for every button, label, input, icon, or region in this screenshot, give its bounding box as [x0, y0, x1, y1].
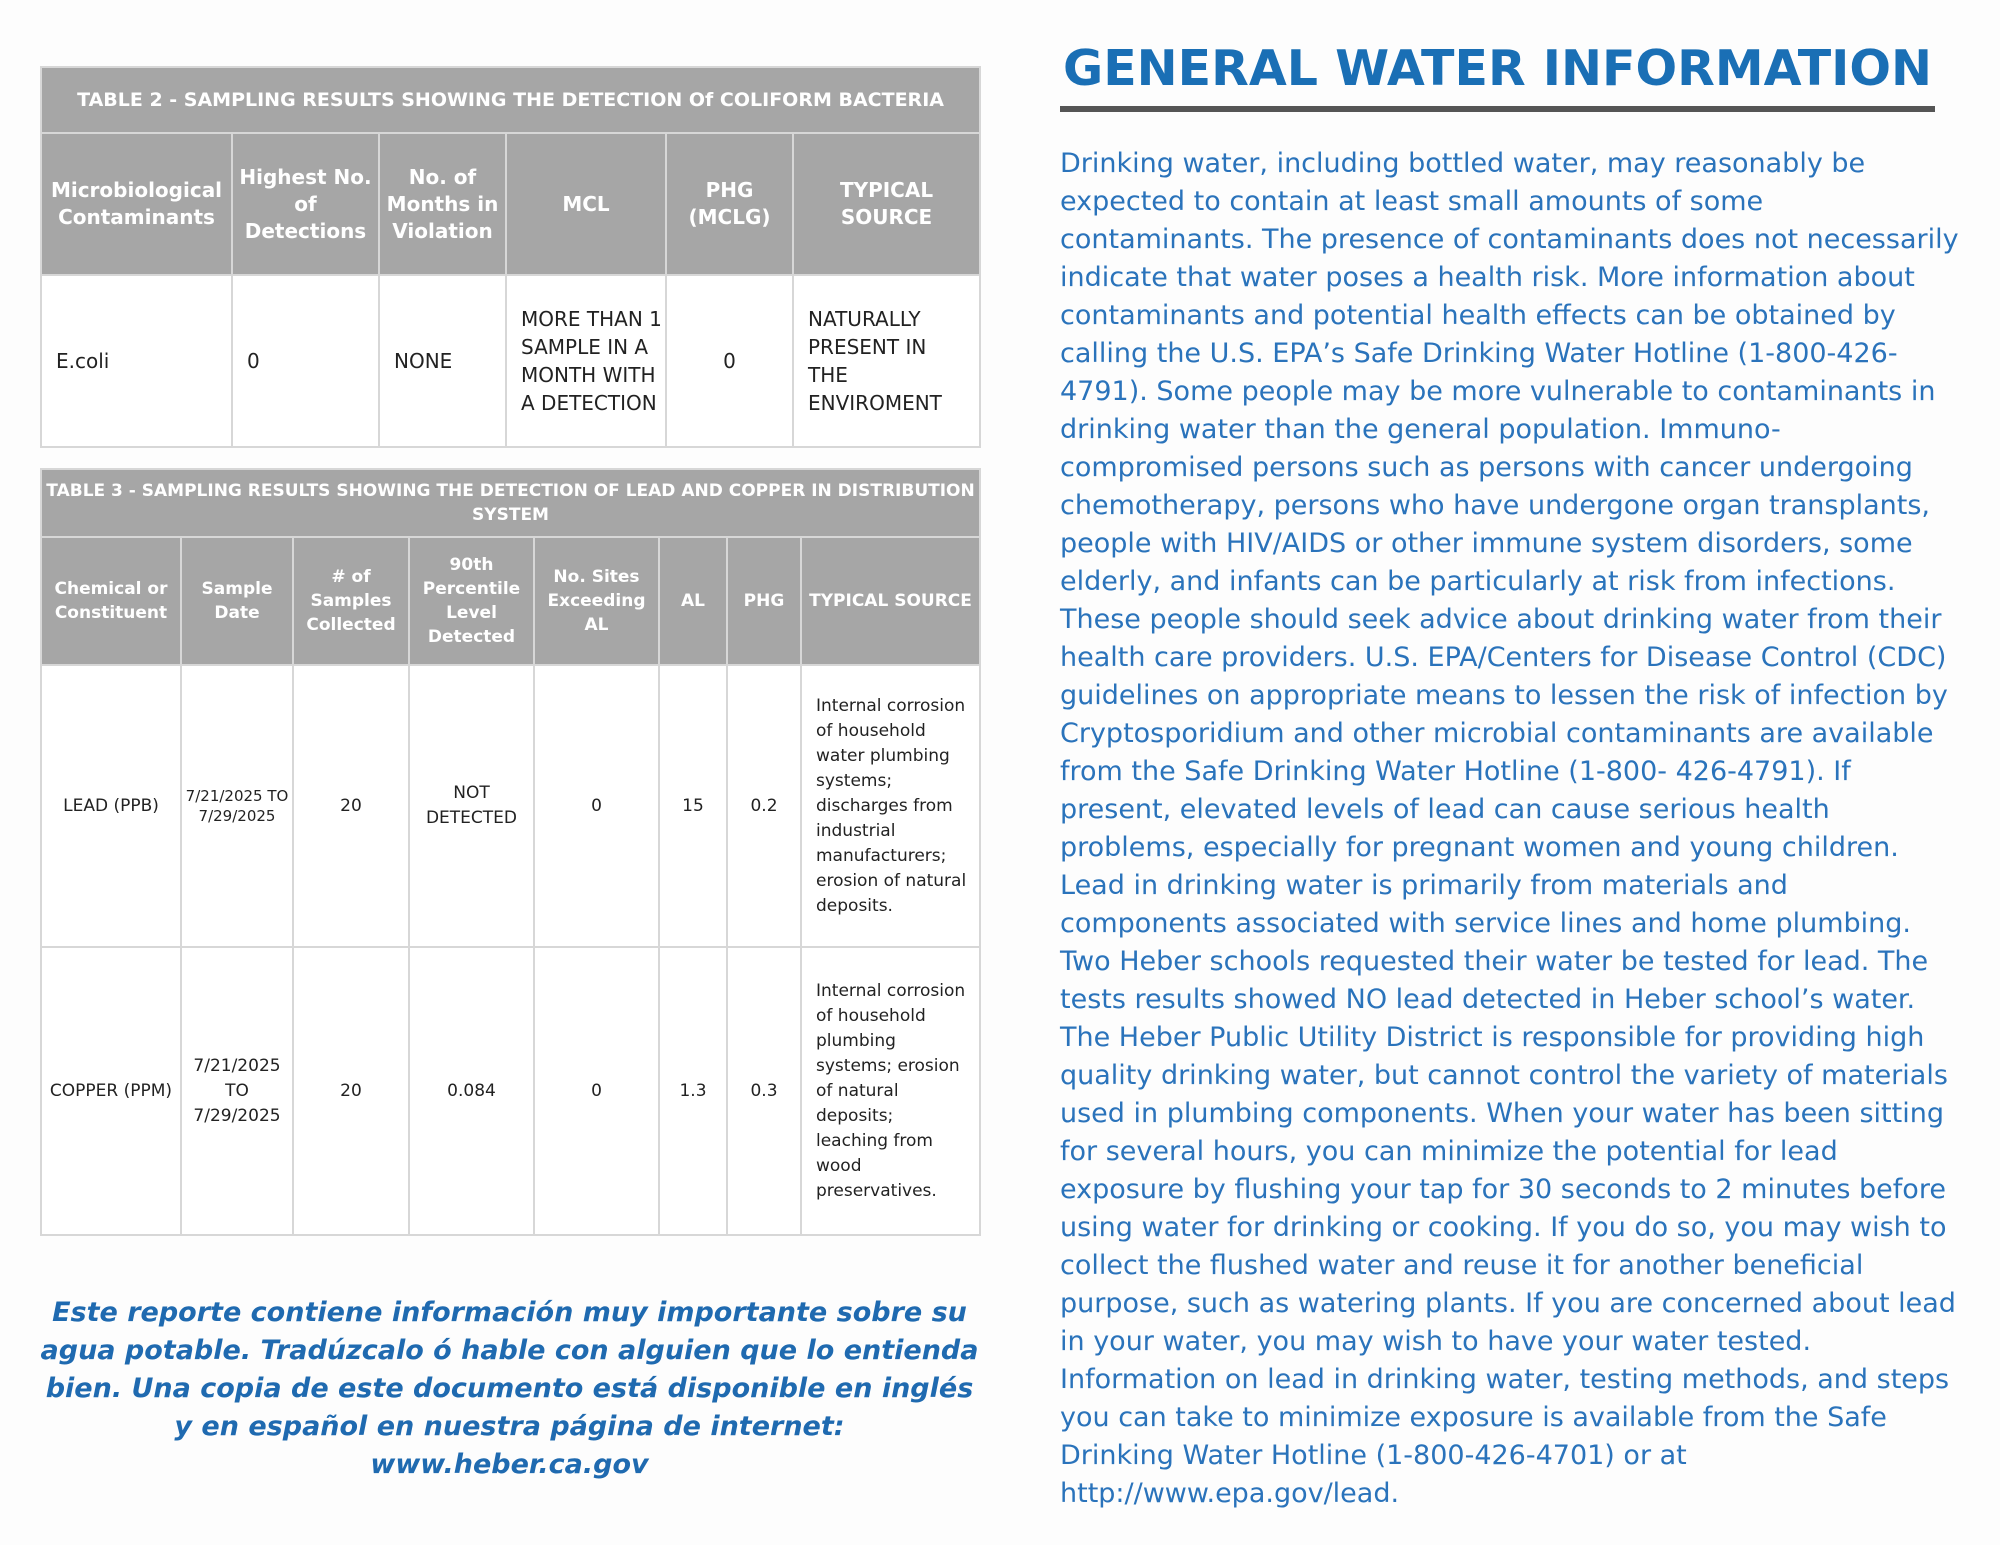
- table3-header-chemical: Chemical or Constituent: [41, 537, 181, 665]
- table2-title: TABLE 2 - SAMPLING RESULTS SHOWING THE DETECTION Of COLIFORM BACTERIA: [41, 67, 980, 133]
- table3-cell-sites: 0: [534, 947, 659, 1235]
- table3-title: TABLE 3 - SAMPLING RESULTS SHOWING THE DETECTION OF LEAD AND COPPER IN DISTRIBUTION SYSTEM: [41, 469, 980, 537]
- table3-cell-samples: 20: [293, 665, 409, 947]
- table3-cell-percentile: 0.084: [409, 947, 534, 1235]
- general-info-body: [1060, 145, 1960, 1513]
- table3-cell-al: 1.3: [659, 947, 727, 1235]
- table2-cell-detections: 0: [232, 275, 379, 447]
- table3-header-90th-percentile: 90th Percentile Level Detected: [409, 537, 534, 665]
- table3-cell-phg: 0.3: [727, 947, 801, 1235]
- table2-header-phg: PHG (MCLG): [666, 133, 793, 275]
- table3-cell-chemical: LEAD (PPB): [41, 665, 181, 947]
- table-row: [41, 275, 980, 447]
- table2-cell-mcl: MORE THAN 1 SAMPLE IN A MONTH WITH A DETECTION: [506, 275, 666, 447]
- table3-cell-samples: 20: [293, 947, 409, 1235]
- general-info-paragraph: The Heber Public Utility District is responsible for providing high quality drinking water, but cannot control the variety of materials used in plumbing components. When your water has been sitting for several hours, you can minimize the potential for lead exposure by flushing your tap for 30 seconds to 2 minutes before using water for drinking or cooking. If you do so, you may wish to collect the flushed water and reuse it for another beneficial purpose, such as watering plants. If you are concerned about lead in your water, you may wish to have your water tested. Information on lead in drinking water, testing methods, and steps you can take to minimize exposure is available from the Safe Drinking Water Hotline (1-800-426-4701) or at http://www.epa.gov/lead.: [1060, 1022, 1956, 1509]
- table2-header-contaminants: Microbiological Contaminants: [41, 133, 232, 275]
- table2-header-highest-detections: Highest No. of Detections: [232, 133, 379, 275]
- table3-cell-phg: 0.2: [727, 665, 801, 947]
- table2-cell-source: NATURALLY PRESENT IN THE ENVIROMENT: [793, 275, 980, 447]
- table3-cell-sites: 0: [534, 665, 659, 947]
- table-row: [41, 947, 980, 1235]
- table3-cell-al: 15: [659, 665, 727, 947]
- table2-header-source: TYPICAL SOURCE: [793, 133, 980, 275]
- lead-copper-table: [40, 468, 981, 1236]
- table3-header-samples-collected: # of Samples Collected: [293, 537, 409, 665]
- table3-cell-date: 7/21/2025 TO 7/29/2025: [181, 947, 293, 1235]
- table2-cell-violation: NONE: [379, 275, 506, 447]
- table3-header-sites-exceeding: No. Sites Exceeding AL: [534, 537, 659, 665]
- table-row: [41, 665, 980, 947]
- table3-header-source: TYPICAL SOURCE: [801, 537, 980, 665]
- table3-cell-chemical: COPPER (PPM): [41, 947, 181, 1235]
- table2-cell-phg: 0: [666, 275, 793, 447]
- table3-header-phg: PHG: [727, 537, 801, 665]
- table3-cell-source: Internal corrosion of household plumbing systems; erosion of natural deposits; leaching from wood preservatives.: [801, 947, 980, 1235]
- table3-cell-percentile: NOT DETECTED: [409, 665, 534, 947]
- table3-header-sample-date: Sample Date: [181, 537, 293, 665]
- table2-header-mcl: MCL: [506, 133, 666, 275]
- table3-cell-source: Internal corrosion of household water plumbing systems; discharges from industrial manufacturers; erosion of natural deposits.: [801, 665, 980, 947]
- table2-header-months-violation: No. of Months in Violation: [379, 133, 506, 275]
- coliform-bacteria-table: [40, 66, 981, 448]
- spanish-notice: Este reporte contiene información muy importante sobre su agua potable. Tradúzcalo ó hable con alguien que lo entienda bien. Una copia de este documento está disponible en inglés y en español en nuestra página de internet: www.heber.ca.gov: [40, 1297, 979, 1480]
- table2-cell-contaminant: E.coli: [41, 275, 232, 447]
- title-divider: [1060, 106, 1935, 112]
- table3-header-al: AL: [659, 537, 727, 665]
- page-title: GENERAL WATER INFORMATION: [1062, 40, 1933, 97]
- table3-cell-date: 7/21/2025 TO 7/29/2025: [181, 665, 293, 947]
- general-info-paragraph: Drinking water, including bottled water, may reasonably be expected to contain at least small amounts of some contaminants. The presence of contaminants does not necessarily indicate that water poses a health risk. More information about contaminants and potential health effects can be obtained by calling the U.S. EPA’s Safe Drinking Water Hotline (1-800-426-4791). Some people may be more vulnerable to contaminants in drinking water than the general population. Immuno-compromised persons such as persons with cancer undergoing chemotherapy, persons who have undergone organ transplants, people with HIV/AIDS or other immune system disorders, some elderly, and infants can be particularly at risk from infections. These people should seek advice about drinking water from their health care providers. U.S. EPA/Centers for Disease Control (CDC) guidelines on appropriate means to lessen the risk of infection by Cryptosporidium and other microbial contaminants are available from the Safe Drinking Water Hotline (1-800- 426-4791). If present, elevated levels of lead can cause serious health problems, especially for pregnant women and young children. Lead in drinking water is primarily from materials and components associated with service lines and home plumbing. Two Heber schools requested their water be tested for lead. The tests results showed NO lead detected in Heber school’s water.: [1060, 148, 1959, 1015]
